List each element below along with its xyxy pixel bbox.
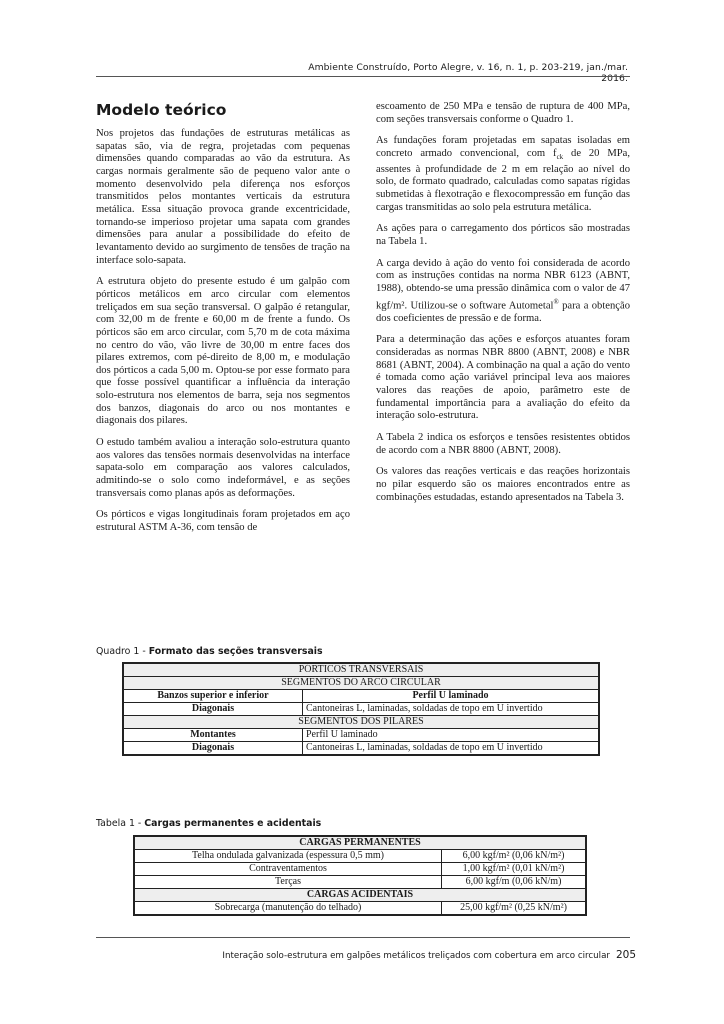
paragraph: Para a determinação das ações e esforços atuantes foram consideradas as normas NBR 8800 (ABNT, 2008) e NBR 8681 (ABNT, 2004). A combinação na qual a ação do vento é tomada como ação variável principal leva aos maiores valores das reações de apoio, parâmetro este de fundamental importância para a avaliação do efeito da interação solo-estrutura. <box>376 334 630 422</box>
caption-title: Cargas permanentes e acidentais <box>144 818 322 829</box>
header-rule <box>96 76 630 77</box>
paragraph: As ações para o carregamento dos pórticos são mostradas na Tabela 1. <box>376 223 630 248</box>
quadro1-caption <box>96 646 323 657</box>
paragraph <box>376 258 630 326</box>
table-cell: 6,00 kgf/m² (0,06 kN/m²) <box>442 850 587 863</box>
table-group-header: SEGMENTOS DOS PILARES <box>123 716 599 729</box>
footer-rule <box>96 937 630 938</box>
paragraph: Os pórticos e vigas longitudinais foram projetados em aço estrutural ASTM A-36, com tensão de <box>96 509 350 534</box>
table-cell: 1,00 kgf/m² (0,01 kN/m²) <box>442 863 587 876</box>
registered-mark: ® <box>553 297 559 306</box>
table-group-header: SEGMENTOS DO ARCO CIRCULAR <box>123 677 599 690</box>
table-cell: Diagonais <box>123 703 303 716</box>
paragraph-text: de 20 MPa, assentes à profundidade de 2 m em relação ao nível do solo, de formato quadrado, calculadas como sapatas rígidas submetidas à flexotração e flexocompressão em função das cargas transmitidas ao solo pela estrutura metálica. <box>376 147 631 213</box>
left-column <box>96 128 350 544</box>
paragraph: Nos projetos das fundações de estruturas metálicas as sapatas são, via de regra, projetadas com pequenas dimensões quando comparadas ao vão da estrutura. As cargas normais geralmente são de pequeno valor ante o momento desenvolvido pela diferença nos esforços transmitidos pelos montantes verticais da estrutura metálica. Essa situação provoca grande excentricidade, tornando-se imperioso projetar uma sapata com grandes dimensões para anular a possibilidade do efeito de levantamento devido ao surgimento de tensões de tração na interface solo-sapata. <box>96 128 350 266</box>
paragraph: A estrutura objeto do presente estudo é um galpão com pórticos metálicos em arco circular com elementos treliçados em sua seção transversal. O galpão é retangular, com 32,00 m de frente e 60,00 m de frente a fundo. Os pórticos são em arco circular, com 5,70 m de cota máxima no centro do vão, vão livre de 30,00 m entre faces dos pilares extremos, com pé-direito de 8,00 m, e modulação dos pórticos a cada 5,00 m. Optou-se por esse formato para que fosse possível quantificar a influência da interação solo-estrutura nos elementos de barra, seja nos segmentos dos banzos, diagonais do arco ou nos montantes e diagonais dos pilares. <box>96 276 350 427</box>
table-cell: Cantoneiras L, laminadas, soldadas de topo em U invertido <box>303 703 600 716</box>
page-number: 205 <box>616 949 637 961</box>
paragraph: O estudo também avaliou a interação solo-estrutura quanto aos valores das tensões normais desenvolvidas na interface sapata-solo em comparação aos valores calculados, admitindo-se o solo como indeformável, e as seções transversais como planas após as deformações. <box>96 437 350 499</box>
paragraph <box>376 135 630 214</box>
table-cell: Contraventamentos <box>134 863 442 876</box>
quadro1-table <box>122 662 600 756</box>
paragraph: A Tabela 2 indica os esforços e tensões resistentes obtidos de acordo com a NBR 8800 (ABNT, 2008). <box>376 432 630 456</box>
table-cell: Telha ondulada galvanizada (espessura 0,5 mm) <box>134 850 442 863</box>
right-column <box>376 101 630 513</box>
table-cell: Montantes <box>123 729 303 742</box>
table-cell: Sobrecarga (manutenção do telhado) <box>134 902 442 916</box>
running-footer: Interação solo-estrutura em galpões metálicos treliçados com cobertura em arco circular <box>222 951 610 961</box>
table-cell: Cantoneiras L, laminadas, soldadas de topo em U invertido <box>303 742 600 756</box>
paragraph: Os valores das reações verticais e das reações horizontais no pilar esquerdo são os maiores encontrados entre as combinações estudadas, estando apresentados na Tabela 3. <box>376 466 630 503</box>
section-title: Modelo teórico <box>96 101 227 119</box>
caption-title: Formato das seções transversais <box>148 646 323 657</box>
tabela1-table <box>133 835 587 916</box>
subscript: ck <box>556 153 564 162</box>
table-group-header: CARGAS PERMANENTES <box>134 836 586 850</box>
table-cell: Diagonais <box>123 742 303 756</box>
table-group-header: CARGAS ACIDENTAIS <box>134 889 586 902</box>
table-cell: Banzos superior e inferior <box>123 690 303 703</box>
table-cell: Perfil U laminado <box>303 729 600 742</box>
paragraph-text: As fundações foram projetadas em sapatas isoladas em concreto armado convencional, com f <box>376 135 630 159</box>
table-cell: Terças <box>134 876 442 889</box>
running-header: Ambiente Construído, Porto Alegre, v. 16, n. 1, p. 203-219, jan./mar. 2016. <box>308 62 628 84</box>
paragraph: escoamento de 250 MPa e tensão de ruptura de 400 MPa, com seções transversais conforme o Quadro 1. <box>376 101 630 125</box>
table-cell: 6,00 kgf/m (0,06 kN/m) <box>442 876 587 889</box>
table-title: PÓRTICOS TRANSVERSAIS <box>123 663 599 677</box>
table-cell: 25,00 kgf/m² (0,25 kN/m²) <box>442 902 587 916</box>
paragraph-text: para a obtenção dos coeficientes de pressão e de forma. <box>376 300 630 324</box>
table-cell: Perfil U laminado <box>303 690 600 703</box>
tabela1-caption <box>96 818 321 829</box>
caption-prefix: Tabela 1 - <box>96 818 145 829</box>
paragraph-text: A carga devido à ação do vento foi considerada de acordo com as instruções contidas na norma NBR 6123 (ABNT, 1988), obtendo-se uma pressão dinâmica com o valor de 47 kgf/m². Utilizou-se o software Autometal <box>376 257 630 312</box>
caption-prefix: Quadro 1 - <box>96 646 149 657</box>
